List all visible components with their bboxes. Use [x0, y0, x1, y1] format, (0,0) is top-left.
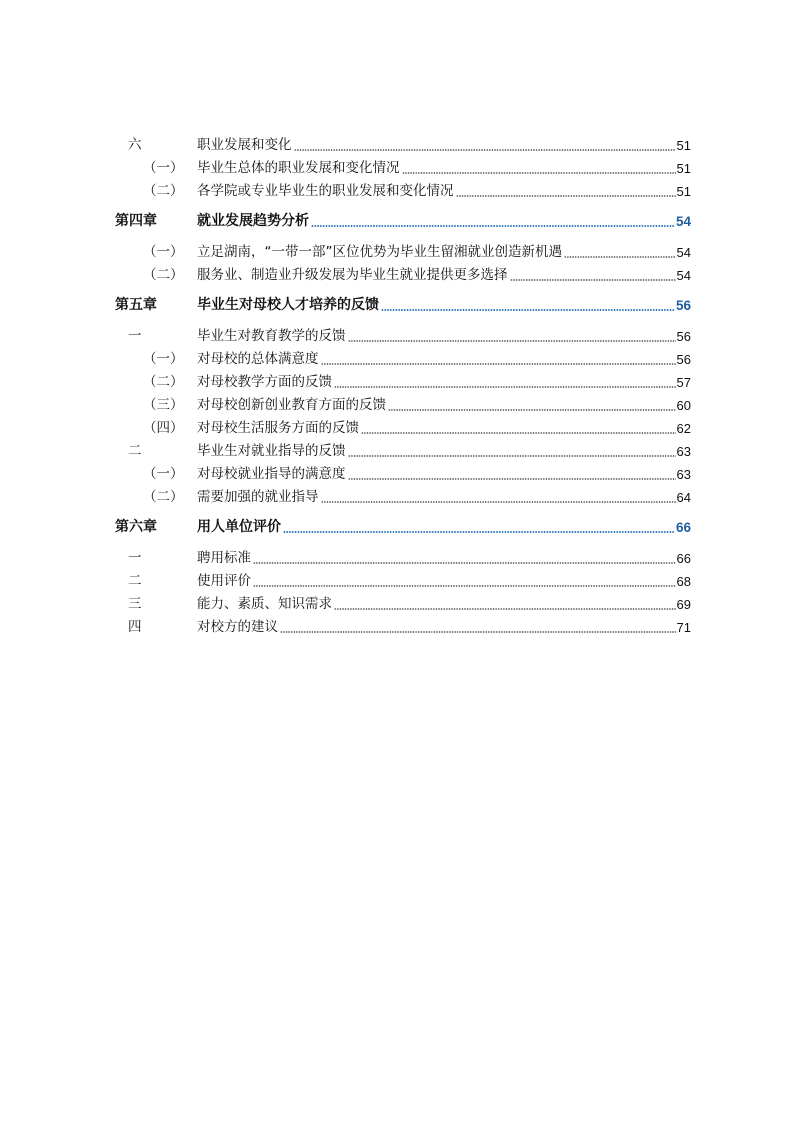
dot-leader — [510, 264, 676, 287]
toc-chapter-entry[interactable] — [0, 516, 691, 539]
toc-entry-number: （一） — [143, 160, 184, 176]
toc-entry-page-number: 63 — [676, 444, 691, 459]
toc-entry-page-number: 57 — [676, 375, 691, 390]
toc-entry[interactable] — [0, 593, 691, 616]
toc-entry[interactable] — [0, 241, 691, 264]
dot-leader — [348, 440, 676, 463]
toc-entry-page-number: 68 — [676, 574, 691, 589]
toc-entry-number: （二） — [143, 267, 184, 283]
toc-entry-page-number: 54 — [676, 245, 691, 260]
toc-entry-number: 第六章 — [115, 519, 157, 535]
dot-leader — [334, 371, 676, 394]
toc-entry-title: 各学院或专业毕业生的职业发展和变化情况 — [197, 183, 454, 199]
toc-entry-page-number: 51 — [676, 138, 691, 153]
table-of-contents — [0, 134, 793, 639]
toc-entry-page-number: 56 — [675, 298, 691, 313]
toc-entry-title: 职业发展和变化 — [197, 137, 292, 153]
dot-leader — [348, 463, 676, 486]
toc-entry[interactable] — [0, 157, 691, 180]
toc-entry-title: 对母校创新创业教育方面的反馈 — [197, 397, 386, 413]
dot-leader — [348, 325, 676, 348]
toc-entry-page-number: 51 — [676, 184, 691, 199]
toc-entry[interactable] — [0, 180, 691, 203]
toc-entry-page-number: 62 — [676, 421, 691, 436]
toc-entry-number: 二 — [128, 443, 142, 459]
dot-leader — [280, 616, 676, 639]
toc-entry[interactable] — [0, 325, 691, 348]
toc-entry-title: 毕业生对教育教学的反馈 — [197, 328, 346, 344]
toc-entry-number: （一） — [143, 466, 184, 482]
toc-entry[interactable] — [0, 417, 691, 440]
dot-leader — [294, 134, 676, 157]
dot-leader — [564, 241, 676, 264]
dot-leader — [321, 486, 676, 509]
toc-entry-page-number: 63 — [676, 467, 691, 482]
toc-entry-number: 一 — [128, 328, 142, 344]
toc-entry-title: 服务业、制造业升级发展为毕业生就业提供更多选择 — [197, 267, 508, 283]
toc-entry-number: 第四章 — [115, 213, 157, 229]
toc-entry-number: 一 — [128, 550, 142, 566]
toc-entry[interactable] — [0, 134, 691, 157]
dot-leader — [283, 516, 675, 539]
toc-entry-title: 毕业生对母校人才培养的反馈 — [197, 297, 379, 313]
toc-entry-number: （二） — [143, 489, 184, 505]
toc-entry[interactable] — [0, 264, 691, 287]
toc-entry-page-number: 64 — [676, 490, 691, 505]
toc-entry-page-number: 56 — [676, 329, 691, 344]
toc-entry-page-number: 71 — [676, 620, 691, 635]
toc-entry-number: 六 — [128, 137, 142, 153]
dot-leader — [388, 394, 676, 417]
toc-entry-number: （二） — [143, 183, 184, 199]
toc-entry-title: 聘用标准 — [197, 550, 251, 566]
toc-entry-page-number: 54 — [675, 214, 691, 229]
dot-leader — [361, 417, 676, 440]
dot-leader — [334, 593, 676, 616]
toc-entry-number: 四 — [128, 619, 142, 635]
toc-entry-number: （一） — [143, 351, 184, 367]
toc-entry-title: 对母校生活服务方面的反馈 — [197, 420, 359, 436]
toc-entry-title: 毕业生对就业指导的反馈 — [197, 443, 346, 459]
toc-entry-page-number: 54 — [676, 268, 691, 283]
toc-entry-title: 对母校教学方面的反馈 — [197, 374, 332, 390]
toc-entry[interactable] — [0, 570, 691, 593]
toc-entry[interactable] — [0, 547, 691, 570]
toc-entry[interactable] — [0, 371, 691, 394]
toc-entry-page-number: 66 — [675, 520, 691, 535]
dot-leader — [253, 570, 676, 593]
toc-entry-title: 立足湖南，“一带一部”区位优势为毕业生留湘就业创造新机遇 — [197, 244, 562, 260]
toc-entry[interactable] — [0, 616, 691, 639]
toc-entry-page-number: 66 — [676, 551, 691, 566]
toc-entry[interactable] — [0, 440, 691, 463]
toc-entry[interactable] — [0, 394, 691, 417]
toc-chapter-entry[interactable] — [0, 210, 691, 233]
toc-entry-number: （一） — [143, 244, 184, 260]
dot-leader — [321, 348, 676, 371]
toc-entry-title: 需要加强的就业指导 — [197, 489, 319, 505]
toc-entry-page-number: 56 — [676, 352, 691, 367]
toc-entry-title: 对校方的建议 — [197, 619, 278, 635]
toc-entry-number: 第五章 — [115, 297, 157, 313]
toc-entry[interactable] — [0, 463, 691, 486]
toc-entry-number: 三 — [128, 596, 142, 612]
toc-entry-number: 二 — [128, 573, 142, 589]
toc-entry-title: 用人单位评价 — [197, 519, 281, 535]
toc-entry-title: 对母校就业指导的满意度 — [197, 466, 346, 482]
toc-entry-number: （三） — [143, 397, 184, 413]
dot-leader — [456, 180, 676, 203]
dot-leader — [402, 157, 676, 180]
toc-entry-title: 毕业生总体的职业发展和变化情况 — [197, 160, 400, 176]
toc-chapter-entry[interactable] — [0, 294, 691, 317]
dot-leader — [381, 294, 675, 317]
toc-entry-page-number: 60 — [676, 398, 691, 413]
toc-entry-page-number: 69 — [676, 597, 691, 612]
toc-entry-title: 就业发展趋势分析 — [197, 213, 309, 229]
toc-entry-title: 能力、素质、知识需求 — [197, 596, 332, 612]
toc-entry-title: 使用评价 — [197, 573, 251, 589]
dot-leader — [311, 210, 675, 233]
toc-entry-title: 对母校的总体满意度 — [197, 351, 319, 367]
toc-entry-number: （四） — [143, 420, 184, 436]
toc-entry-number: （二） — [143, 374, 184, 390]
toc-entry-page-number: 51 — [676, 161, 691, 176]
dot-leader — [253, 547, 676, 570]
toc-entry[interactable] — [0, 348, 691, 371]
toc-entry[interactable] — [0, 486, 691, 509]
